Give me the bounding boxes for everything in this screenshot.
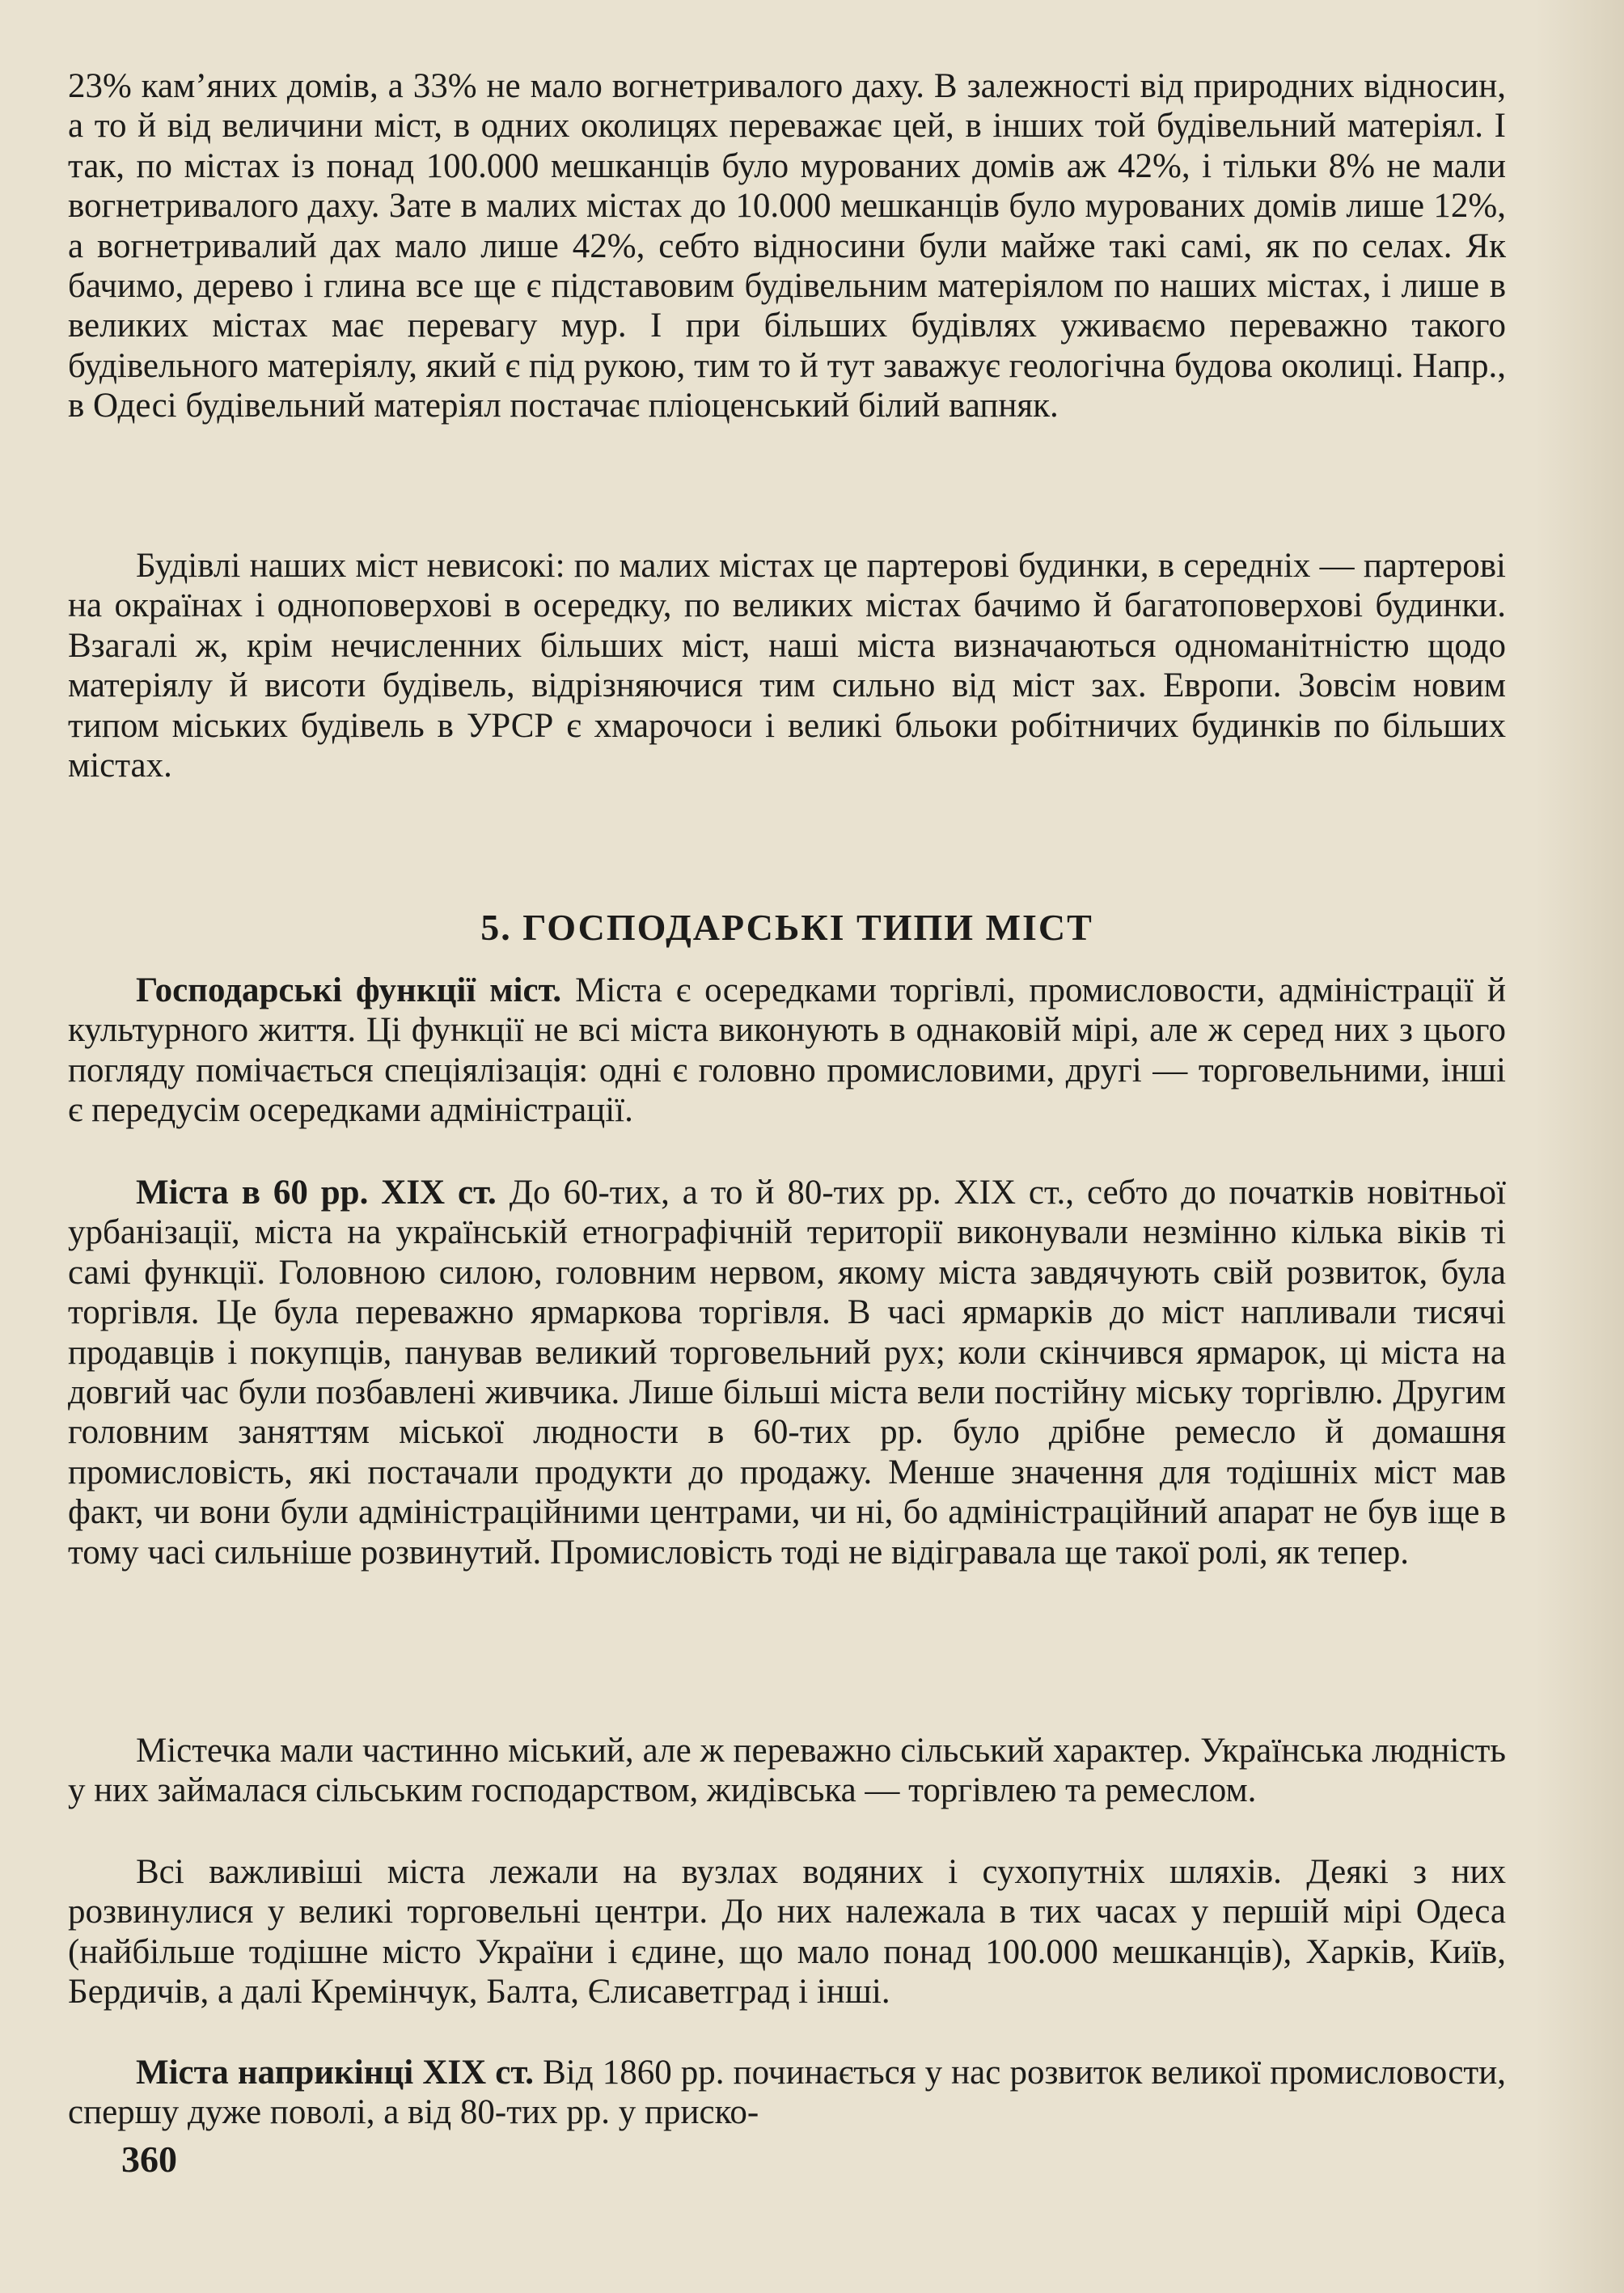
page-number: 360 xyxy=(121,2139,177,2180)
paragraph-lead: Міста наприкінці XIX ст. xyxy=(136,2054,534,2092)
paragraph-economic-functions xyxy=(68,971,1506,1131)
page-edge-shadow xyxy=(1535,0,1624,2293)
paragraph-important-cities xyxy=(68,1852,1506,2012)
paragraph-lead: Міста в 60 рр. XIX ст. xyxy=(136,1174,497,1212)
paragraph-lead: Господарські функції міст. xyxy=(136,971,562,1009)
paragraph-top-2: Будівлі наших міст невисокі: по малих містах це партерові будинки, в середніх — партерові на окраїнах і одноповерхові в осередку, по великих містах бачимо й багатоповерхові будинки. Взагалі ж, крім нечисленних більших міст, наші міста визначаються одноманітністю щодо матеріялу й висоти будівель, відрізняючися тим сильно від міст зах. Европи. Зовсім новим типом міських будівель в УРСР є хмарочоси і великі бльоки робітничих будинків по більших містах. xyxy=(68,547,1506,785)
section-heading: 5. ГОСПОДАРСЬКІ ТИПИ МІСТ xyxy=(480,907,1093,948)
paragraph-top-1: 23% кам’яних домів, а 33% не мало вогнетривалого даху. В залежності від природних відносин, а то й від величини міст, в одних околицях переважає цей, в інших той будівельний матеріял. І так, по містах із понад 100.000 мешканців було мурованих домів аж 42%, і тільки 8% не мали вогнетривалого даху. Зате в малих містах до 10.000 мешканців було мурованих домів лише 12%, а вогнетривалий дах мало лише 42%, себто відносини були майже такі самі, як по селах. Як бачимо, дерево і глина все ще є підставовим будівельним матеріялом по наших містах, і лише в великих містах має перевагу мур. І при більших будівлях уживаємо переважно такого будівельного матеріялу, який є під рукою, тим то й тут заважує геологічна будова околиці. Напр., в Одесі будівельний матеріял постачає пліоценський білий вапняк. xyxy=(68,67,1506,425)
paragraph-cities-1860s xyxy=(68,1173,1506,1572)
paragraph-towns xyxy=(68,1731,1506,1811)
paragraph-body: Міста є осередками торгівлі, промисловости, адміністрації й культурного життя. Ці функції не всі міста виконують в однаковій мірі, але ж серед них з цього погляду помічається спеціялізація: одні є головно промисловими, другі — торговельними, інші є передусім осередками адміністрації. xyxy=(68,971,1506,1130)
paragraph-body: Містечка мали частинно міський, але ж переважно сільський характер. Українська людність у них займалася сільським господарством, жидівська — торгівлею та ремеслом. xyxy=(68,1732,1506,1810)
paragraph-body: До 60-тих, а то й 80-тих рр. XIX ст., себто до початків новітньої урбанізації, міста на українській етнографічній території виконували незмінно кілька віків ті самі функції. Головною силою, головним нервом, якому міста завдячують свій розвиток, була торгівля. Це була переважно ярмаркова торгівля. В часі ярмарків до міст напливали тисячі продавців і покупців, панував великий торговельний рух; коли скінчився ярмарок, ці міста на довгий час були позбавлені живчика. Лише більші міста вели постійну міську торгівлю. Другим головним заняттям міської людности в 60-тих рр. було дрібне ремесло й домашня промисловість, які постачали продукти до продажу. Менше значення для тодішніх міст мав факт, чи вони були адміністраційними центрами, чи ні, бо адміністраційний апарат не був іще в тому часі сильніше розвинутий. Промисловість тоді не відігравала ще такої ролі, як тепер. xyxy=(68,1174,1506,1572)
paragraph-body: Від 1860 рр. починається у нас розвиток великої промисловости, спершу дуже поволі, а від 80-тих рр. у приско- xyxy=(68,2054,1506,2132)
paragraph-body: Всі важливіші міста лежали на вузлах водяних і сухопутніх шляхів. Деякі з них розвинулися у великі торговельні центри. До них належала в тих часах у першій мірі Одеса (найбільше тодішне місто України і єдине, що мало понад 100.000 мешканців), Харків, Київ, Бердичів, а далі Кремінчук, Балта, Єлисаветград і інші. xyxy=(68,1853,1506,2012)
paragraph-late-19th-century xyxy=(68,2053,1506,2133)
